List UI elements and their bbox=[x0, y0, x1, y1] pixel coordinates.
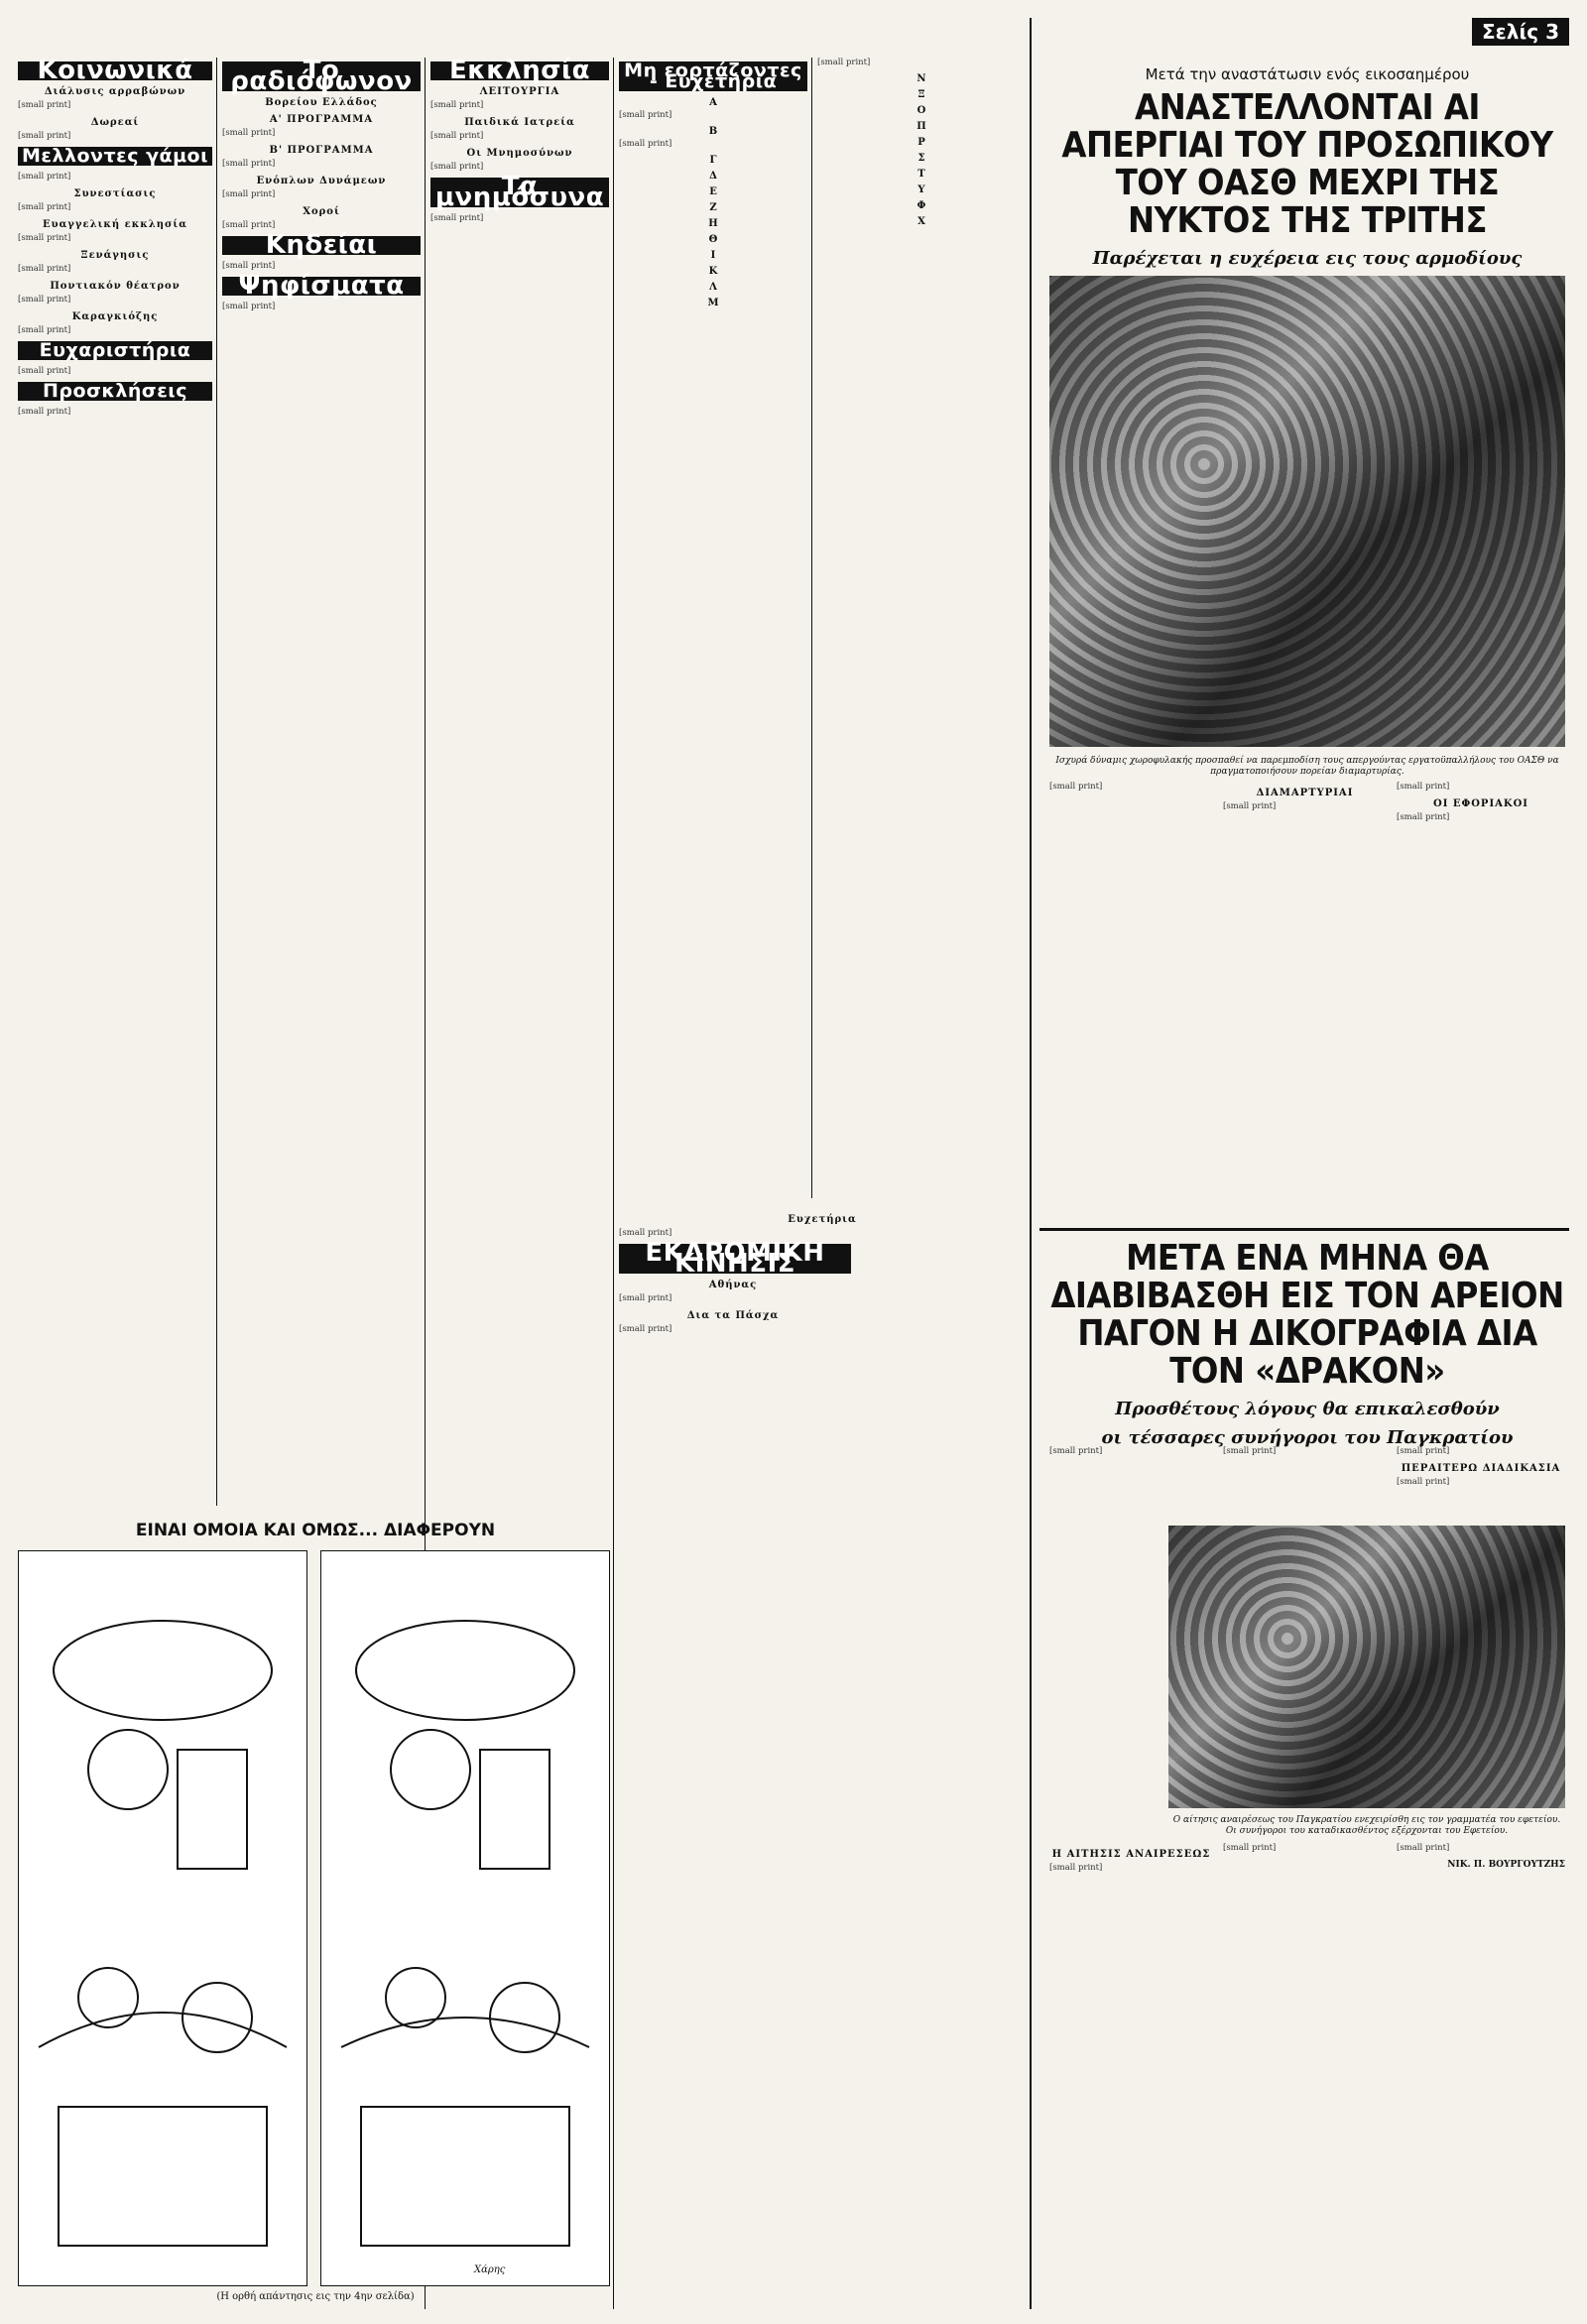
author-signature: ΝΙΚ. Π. ΒΟΥΡΓΟΥΤΖΗΣ bbox=[1447, 1860, 1565, 1870]
namedays-heading: Μη εορτάζοντες - Ευχετήρια bbox=[619, 61, 807, 91]
page-number-badge: Σελίς 3 bbox=[1472, 18, 1569, 46]
section-text: [small print] bbox=[18, 325, 71, 335]
section-text: [small print] bbox=[430, 213, 484, 223]
section-heading: Διάλυσις αρραβώνων bbox=[44, 86, 186, 97]
section-text: [small print] bbox=[430, 131, 484, 141]
section-heading: Οι Μνημοσύνων bbox=[466, 148, 573, 159]
section-text: [small print] bbox=[18, 100, 71, 110]
section-text: [small print] bbox=[222, 159, 276, 169]
section-heading: Παιδικά Ιατρεία bbox=[464, 117, 575, 128]
section-heading: Καραγκιόζης bbox=[71, 311, 159, 322]
second-text: [small print] bbox=[1049, 1863, 1103, 1873]
alphabet-letter: Υ bbox=[917, 184, 925, 195]
section-text: [small print] bbox=[18, 366, 71, 376]
excursions-subheading: Αθήνας bbox=[708, 1280, 758, 1290]
second-body-col-4 bbox=[1049, 1843, 1213, 2289]
section-text: [small print] bbox=[817, 58, 871, 67]
alphabet-letter: Φ bbox=[916, 200, 926, 211]
cartoon-left bbox=[18, 1550, 307, 2286]
second-text: [small print] bbox=[1397, 1477, 1450, 1487]
alphabet-letter: Μ bbox=[707, 298, 719, 308]
cartoon-caption: (Η ορθή απάντησις εις την 4ην σελίδα) bbox=[216, 2291, 415, 2302]
section-text: [small print] bbox=[619, 1324, 672, 1334]
lawyers-photo bbox=[1168, 1526, 1565, 1808]
newspaper-page bbox=[18, 18, 1569, 2309]
column-social bbox=[18, 58, 212, 1506]
second-side-heading: Η ΑΙΤΗΣΙΣ ΑΝΑΙΡΕΣΕΩΣ bbox=[1051, 1849, 1211, 1860]
section-text: [small print] bbox=[18, 202, 71, 212]
lead-text: [small print] bbox=[1223, 801, 1277, 811]
section-heading: Α' ΠΡΟΓΡΑΜΜΑ bbox=[269, 114, 374, 125]
column-rule bbox=[811, 58, 812, 1198]
second-side-heading: ΠΕΡΑΙΤΕΡΩ ΔΙΑΔΙΚΑΣΙΑ bbox=[1401, 1463, 1561, 1474]
section-text: [small print] bbox=[619, 110, 672, 120]
excursions-block bbox=[619, 1208, 1026, 2309]
section-text: [small print] bbox=[18, 407, 71, 417]
second-body-col-5 bbox=[1223, 1843, 1387, 2289]
cartoon-title: ΕΙΝΑΙ ΟΜΟΙΑ ΚΑΙ ΟΜΩΣ... ΔΙΑΦΕΡΟΥΝ bbox=[135, 1521, 496, 1540]
section-heading: Ξενάγησις bbox=[80, 250, 150, 261]
section-text: [small print] bbox=[222, 261, 276, 271]
alphabet-letter: Ρ bbox=[917, 137, 925, 148]
section-text: [small print] bbox=[619, 1293, 672, 1303]
second-text: [small print] bbox=[1223, 1843, 1277, 1853]
section-heading: Ενόπλων Δυνάμεων bbox=[256, 176, 387, 186]
second-text: [small print] bbox=[1397, 1446, 1450, 1456]
section-heading: Ευαγγελική εκκλησία bbox=[43, 219, 187, 230]
column-rule bbox=[613, 58, 614, 2309]
alphabet-letter: Χ bbox=[917, 216, 925, 227]
cartoon-left-drawing bbox=[19, 1551, 306, 2285]
social-heading: Κοινωνικά bbox=[18, 61, 212, 80]
second-headline: ΜΕΤΑ ΕΝΑ ΜΗΝΑ ΘΑ ΔΙΑΒΙΒΑΣΘΗ ΕΙΣ ΤΟΝ ΑΡΕΙΟΝ ΠΑΓΟΝ Η ΔΙΚΟΓΡΑΦΙΑ ΔΙΑ ΤΟΝ «ΔΡΑΚΟΝ» bbox=[1050, 1238, 1564, 1392]
section-text: [small print] bbox=[18, 233, 71, 243]
section-text: [small print] bbox=[619, 1228, 672, 1238]
alphabet-letter: Π bbox=[916, 121, 926, 132]
section-text: [small print] bbox=[222, 189, 276, 199]
cartoon-right bbox=[320, 1550, 610, 2286]
column-namedays-cont bbox=[817, 58, 1026, 1198]
alphabet-letter: Δ bbox=[709, 171, 717, 182]
section-heading: Ποντιακόν θέατρον bbox=[50, 281, 181, 292]
column-namedays bbox=[619, 58, 807, 1198]
cartoon-signature: Χάρης bbox=[474, 2264, 506, 2275]
alphabet-letter: Θ bbox=[708, 234, 718, 245]
excursions-heading: ΕΚΔΡΟΜΙΚΗ ΚΙΝΗΣΙΣ bbox=[619, 1244, 851, 1274]
cartoon-right-drawing bbox=[321, 1551, 609, 2285]
second-body-col-6 bbox=[1397, 1843, 1565, 2289]
protest-photo bbox=[1049, 276, 1565, 747]
alphabet-letter: Ο bbox=[916, 105, 926, 116]
section-text: [small print] bbox=[430, 162, 484, 172]
section-heading: Β' ΠΡΟΓΡΑΜΜΑ bbox=[269, 145, 374, 156]
alphabet-letter: Λ bbox=[709, 282, 717, 293]
lead-kicker: Μετά την αναστάτωσιν ενός εικοσαημέρου bbox=[1145, 65, 1470, 83]
alphabet-letter: Κ bbox=[708, 266, 718, 277]
alphabet-letter: Ε bbox=[709, 186, 717, 197]
second-deck-1: Προσθέτους λόγους θα επικαλεσθούν bbox=[1115, 1399, 1500, 1419]
lead-body-col-2 bbox=[1223, 782, 1387, 1218]
second-text: [small print] bbox=[1223, 1446, 1277, 1456]
lead-side-heading: ΔΙΑΜΑΡΤΥΡΙΑΙ bbox=[1256, 788, 1354, 798]
alphabet-letter: Β bbox=[708, 126, 718, 137]
radio-heading: Το ραδιόφωνον bbox=[222, 61, 421, 91]
alphabet-letter: Σ bbox=[917, 153, 925, 164]
radio-subtitle: Βορείου Ελλάδος bbox=[265, 97, 378, 108]
second-text: [small print] bbox=[1049, 1446, 1103, 1456]
story-separator bbox=[1039, 1228, 1569, 1231]
alphabet-letter: Τ bbox=[917, 169, 925, 180]
protest-photo-caption: Ισχυρά δύναμις χωροφυλακής προσπαθεί να παρεμποδίση τους απεργούντας εργατοϋπαλλήλους του ΟΑΣΘ να πραγματοποιήσουν πορείαν διαμαρτυρίας. bbox=[1055, 756, 1559, 777]
second-text: [small print] bbox=[1397, 1843, 1450, 1853]
lawyers-photo-caption: Ο αίτησις αναιρέσεως του Παγκρατίου ενεχειρίσθη εις τον γραμματέα του εφετείου. Οι συνήγοροι του καταδικασθέντος εξέρχονται του Εφετείου. bbox=[1172, 1815, 1561, 1836]
church-subtitle: ΛΕΙΤΟΥΡΓΙΑ bbox=[479, 86, 560, 97]
funerals-heading: Κηδείαι bbox=[222, 236, 421, 255]
easter-subheading: Δια τα Πάσχα bbox=[686, 1310, 780, 1321]
second-deck-2: οι τέσσαρες συνήγοροι του Παγκρατίου bbox=[1101, 1427, 1514, 1448]
greetings-heading: Ευχετήρια bbox=[788, 1214, 857, 1225]
column-rule bbox=[216, 58, 217, 1506]
memorials-heading: Τα μνημόσυνα bbox=[430, 178, 609, 207]
section-text: [small print] bbox=[18, 172, 71, 182]
church-heading: Εκκλησία bbox=[430, 61, 609, 80]
alphabet-letter: Ι bbox=[710, 250, 716, 261]
second-story-header bbox=[1049, 1240, 1565, 1448]
section-heading: Δωρεαί bbox=[90, 117, 140, 128]
lead-headline: ΑΝΑΣΤΕΛΛΟΝΤΑΙ ΑΙ ΑΠΕΡΓΙΑΙ ΤΟΥ ΠΡΟΣΩΠΙΚΟΥ ΤΟΥ ΟΑΣΘ ΜΕΧΡΙ ΤΗΣ ΝΥΚΤΟΣ ΤΗΣ ΤΡΙΤΗΣ bbox=[1061, 87, 1553, 241]
section-text: [small print] bbox=[619, 139, 672, 149]
alphabet-letter: Γ bbox=[709, 155, 717, 166]
section-heading: Συνεστίασις bbox=[73, 188, 157, 199]
lead-text: [small print] bbox=[1049, 782, 1103, 792]
lead-body-col-1 bbox=[1049, 782, 1213, 1218]
section-text: [small print] bbox=[222, 302, 276, 311]
column-radio bbox=[222, 58, 421, 1506]
section-heading-box: Μελλοντες γάμοι bbox=[18, 147, 212, 166]
alphabet-letter: Ζ bbox=[709, 202, 717, 213]
lead-side-heading: ΟΙ ΕΦΟΡΙΑΚΟΙ bbox=[1433, 798, 1528, 809]
column-rule bbox=[1030, 18, 1032, 2309]
alphabet-letter: Ξ bbox=[917, 89, 925, 100]
section-text: [small print] bbox=[222, 128, 276, 138]
lead-text: [small print] bbox=[1397, 812, 1450, 822]
section-text: [small print] bbox=[222, 220, 276, 230]
section-heading: Χοροί bbox=[303, 206, 340, 217]
alphabet-letter: Α bbox=[709, 97, 717, 108]
section-text: [small print] bbox=[18, 295, 71, 305]
section-text: [small print] bbox=[430, 100, 484, 110]
section-text: [small print] bbox=[18, 264, 71, 274]
lead-body-col-3 bbox=[1397, 782, 1565, 1218]
thanks-heading: Ευχαριστήρια bbox=[18, 341, 212, 360]
alphabet-letter: Ν bbox=[916, 73, 926, 84]
lead-deck-1: Παρέχεται η ευχέρεια εις τους αρμοδίους bbox=[1092, 248, 1523, 269]
invitations-heading: Προσκλήσεις bbox=[18, 382, 212, 401]
lead-text: [small print] bbox=[1397, 782, 1450, 792]
resolutions-heading: Ψηφίσματα bbox=[222, 277, 421, 296]
section-text: [small print] bbox=[18, 131, 71, 141]
alphabet-letter: Η bbox=[708, 218, 718, 229]
